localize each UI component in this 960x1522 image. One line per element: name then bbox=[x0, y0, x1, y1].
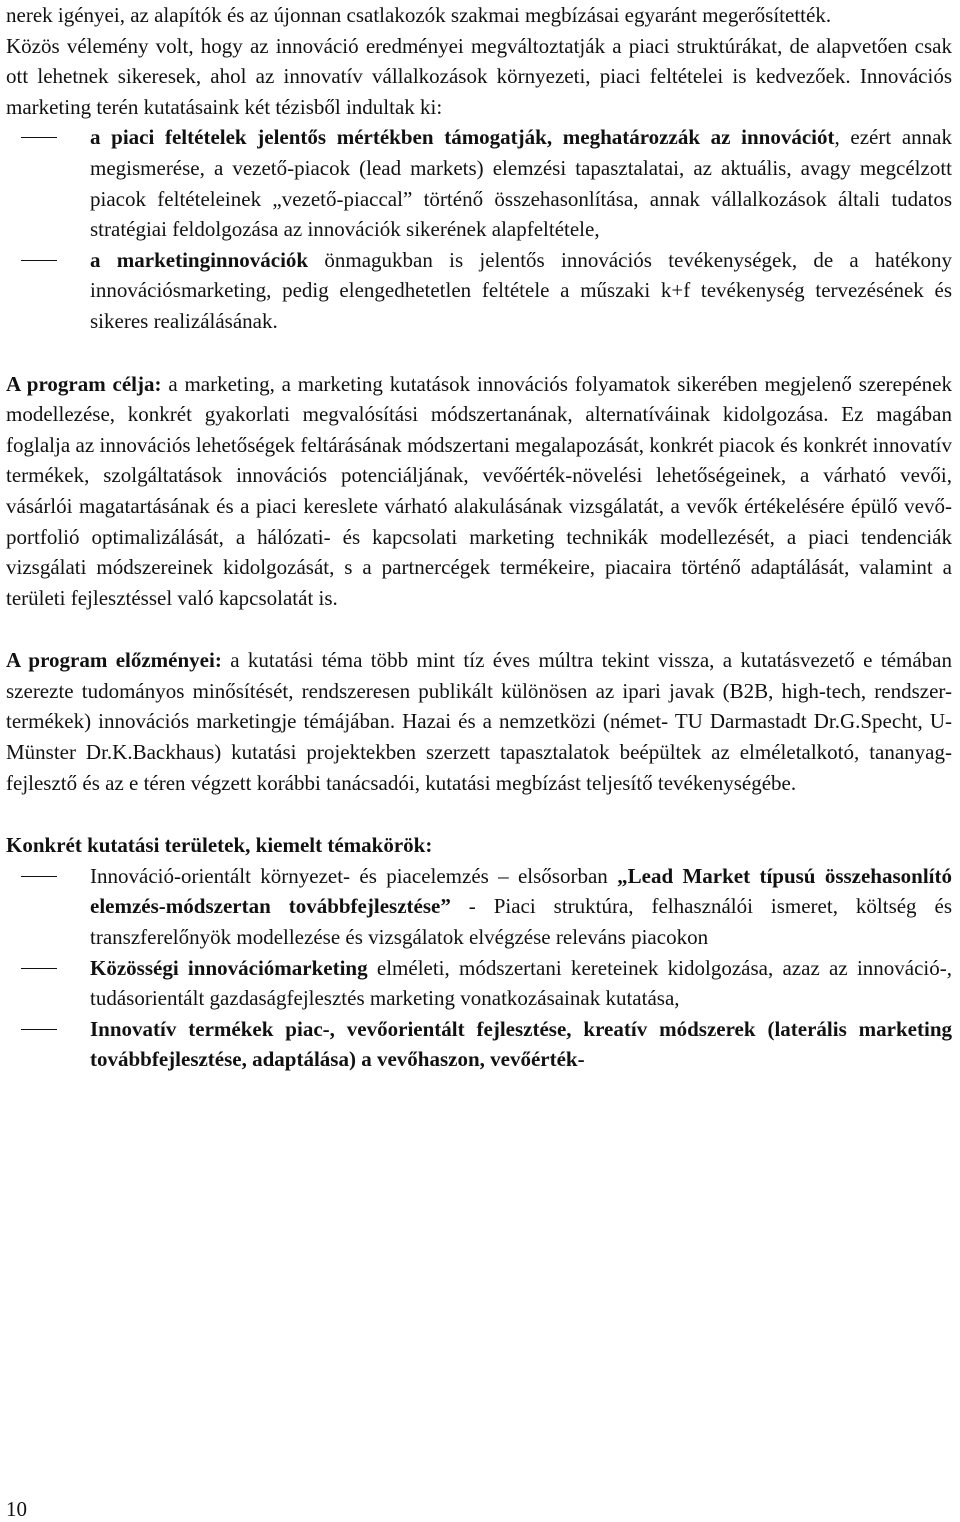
thesis-bold: a marketinginnovációk bbox=[90, 247, 309, 272]
thesis-bold: a piaci feltételek jelentős mértékben támogatják, meghatározzák az innovációt bbox=[90, 125, 835, 150]
thesis-item bbox=[6, 122, 952, 244]
antecedents-text: a kutatási téma több mint tíz éves múltra tekint vissza, a kutatásvezető e témában szerezte tudományos minősítését, rendszeresen publikált különösen az ipari javak (B2B, high-tech, rendszer-termékek) innovációs marketingje témájában. Hazai és a nemzetközi (német- TU Darmastadt Dr.G.Specht, U-Münster Dr.K.Backhaus) kutatási projektekben szerzett tapasztalatok beépültek az elméletalkotó, tananyag-fejlesztő és az e téren végzett korábbi tanácsadói, kutatási megbízást teljesítő tevékenységébe. bbox=[6, 648, 953, 795]
areas-list bbox=[6, 861, 952, 1075]
intro-paragraph-2: Közös vélemény volt, hogy az innováció eredményei megváltoztatják a piaci struktúrákat, de alapvetően csak ott lehetnek sikeresek, ahol az innovatív vállalkozások környezeti, piaci feltételei is kedvezőek. Innovációs marketing terén kutatásaink két tézisből indultak ki: bbox=[6, 33, 952, 119]
areas-heading bbox=[6, 830, 952, 861]
area-bold: Innovatív termékek piac-, vevőorientált fejlesztése, kreatív módszerek (laterális marketing továbbfejlesztése, adaptálása) a vevőhaszon, vevőérték- bbox=[90, 1016, 952, 1072]
dash-bullet-icon bbox=[21, 876, 57, 877]
area-bold: Közösségi innovációmarketing bbox=[90, 955, 368, 980]
goal-section bbox=[6, 369, 952, 614]
area-item bbox=[6, 861, 952, 953]
area-text: - Piaci struktúra, felhasználói ismeret, költség és transzferelőnyök modellezése és vizsgálatok elvégzése releváns piacokon bbox=[90, 894, 952, 950]
area-bold: „Lead Market típusú összehasonlító elemzés-módszertan továbbfejlesztése” bbox=[90, 863, 952, 919]
area-item bbox=[6, 1014, 952, 1075]
dash-bullet-icon bbox=[21, 260, 57, 261]
document-page bbox=[6, 0, 952, 1075]
area-pre: Innováció-orientált környezet- és piacelemzés – elsősorban bbox=[90, 863, 618, 888]
area-item bbox=[6, 953, 952, 1014]
goal-text: a marketing, a marketing kutatások innovációs folyamatok sikerében megjelenő szerepének modellezése, konkrét gyakorlati megvalósítási módszertanának, alternatíváinak kidolgozása. Ez magában foglalja az innovációs lehetőségek feltárásának módszertani megalapozását, konkrét piacok és konkrét innovatív termékek, szolgáltatások innovációs potenciáljának, vevőérték-növelési lehetőségeinek, a várható vevői, vásárlói magatartásának és a piaci kereslete várható alakulásának vizsgálatát, a vevők értékelésére épülő vevő-portfolió optimalizálását, a hálózati- és kapcsolati marketing technikák modellezését, a piaci tendenciák vizsgálati módszereinek kidolgozását, s a partnercégek termékeire, piacaira történő adaptálását, valamint a területi fejlesztéssel való kapcsolatát is. bbox=[6, 371, 952, 610]
areas-heading-text: Konkrét kutatási területek, kiemelt témakörök: bbox=[6, 833, 433, 858]
area-text: elméleti, módszertani kereteinek kidolgozása, azaz az innováció-, tudásorientált gazdaságfejlesztés marketing vonatkozásainak kutatása, bbox=[90, 955, 953, 1011]
section-spacer bbox=[6, 613, 952, 645]
thesis-text: önmagukban is jelentős innovációs tevékenységek, de a hatékony innovációsmarketing, pedig elengedhetetlen feltétele a műszaki k+f tevékenység tervezésének és sikeres realizálásának. bbox=[90, 247, 952, 333]
goal-heading: A program célja: bbox=[6, 371, 162, 396]
thesis-text: , ezért annak megismerése, a vezető-piacok (lead markets) elemzési tapasztalatai, az aktuális, avagy megcélzott piacok feltételeinek „vezető-piaccal” történő összehasonlítása, annak vállalkozások általi tudatos stratégiai feldolgozása az innovációk sikerének alapfeltétele, bbox=[90, 125, 953, 242]
dash-bullet-icon bbox=[21, 1029, 57, 1030]
theses-list bbox=[6, 122, 952, 336]
section-spacer bbox=[6, 337, 952, 369]
intro-paragraph-1: nerek igényei, az alapítók és az újonnan csatlakozók szakmai megbízásai egyaránt megerősítették. bbox=[6, 3, 832, 27]
section-spacer bbox=[6, 798, 952, 830]
page-number: 10 bbox=[6, 1497, 27, 1521]
thesis-item bbox=[6, 245, 952, 337]
antecedents-heading: A program előzményei: bbox=[6, 648, 222, 673]
dash-bullet-icon bbox=[21, 137, 57, 138]
antecedents-section bbox=[6, 645, 952, 798]
dash-bullet-icon bbox=[21, 968, 57, 969]
